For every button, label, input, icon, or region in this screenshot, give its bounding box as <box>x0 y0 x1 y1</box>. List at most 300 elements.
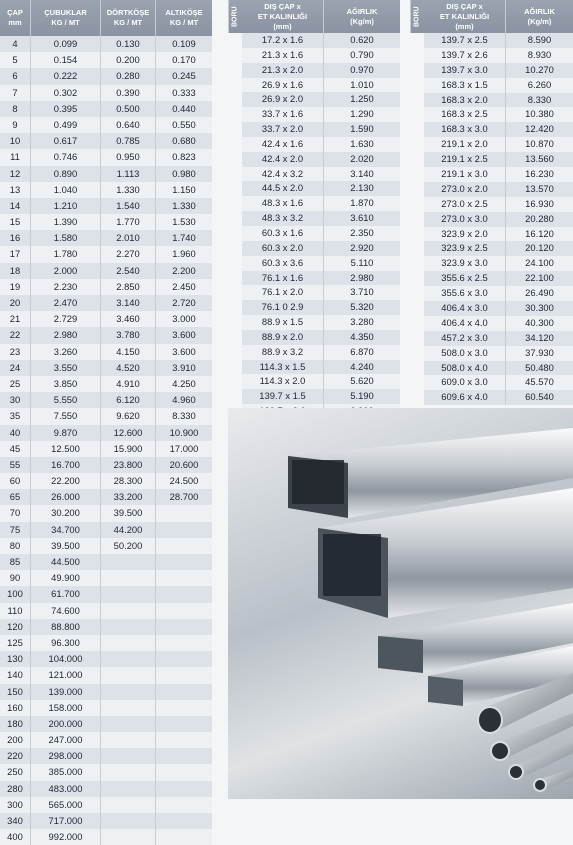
pipe-weight-row <box>242 92 400 107</box>
bar-weight-row <box>0 732 212 748</box>
pipe-weight-row <box>424 197 573 212</box>
table-cell: 3.260 <box>31 344 101 360</box>
header-square-bars: DÖRTKÖŞE KG / MT <box>101 0 156 36</box>
table-cell <box>101 813 156 829</box>
table-cell: 2.980 <box>350 271 374 283</box>
bar-weight-row <box>0 473 212 489</box>
pipe-table-2-header <box>410 0 573 33</box>
table-cell: 139.7 x 3.0 <box>424 63 506 78</box>
table-cell: 121.000 <box>31 667 101 683</box>
table-cell: 26.000 <box>31 489 101 505</box>
bar-weight-row <box>0 311 212 327</box>
table-cell: 100 <box>0 586 31 602</box>
pipe-weight-row <box>424 93 573 108</box>
pipe-weight-row <box>242 389 400 404</box>
pipe-weight-row <box>242 345 400 360</box>
table-cell: 11 <box>0 149 31 165</box>
table-cell: 14 <box>0 198 31 214</box>
table-cell: 50.480 <box>525 361 554 373</box>
bar-weight-row <box>0 376 212 392</box>
pipe-weight-row <box>424 346 573 361</box>
table-cell: 508.0 x 4.0 <box>424 361 506 376</box>
table-cell: 12.600 <box>101 425 156 441</box>
table-cell: 0.617 <box>31 133 101 149</box>
header-hex-bars: ALTIKÖŞE KG / MT <box>165 8 203 27</box>
pipe-weight-row <box>424 361 573 376</box>
table-cell: 13.560 <box>525 153 554 165</box>
table-cell: 1.590 <box>350 123 374 135</box>
table-cell: 2.270 <box>101 246 156 262</box>
table-cell: 42.4 x 1.6 <box>242 137 324 152</box>
table-cell <box>101 700 156 716</box>
table-cell: 219.1 x 2.0 <box>424 137 506 152</box>
steel-profiles-image <box>228 408 573 799</box>
pipe-weight-row <box>242 211 400 226</box>
table-cell: 20.280 <box>525 212 554 224</box>
table-cell: 1.540 <box>101 198 156 214</box>
table-cell: 273.0 x 2.5 <box>424 197 506 212</box>
table-cell: 39.500 <box>101 505 156 521</box>
pipe-weight-row <box>424 33 573 48</box>
table-cell: 88.800 <box>31 619 101 635</box>
table-cell: 3.460 <box>101 311 156 327</box>
pipe-weight-row <box>424 78 573 93</box>
pipe-weight-row <box>242 241 400 256</box>
pipe-weight-row <box>424 48 573 63</box>
table-cell <box>156 522 212 538</box>
table-cell: 16.120 <box>525 227 554 239</box>
table-cell: 3.710 <box>350 286 374 298</box>
pipe-weight-row <box>424 107 573 122</box>
table-cell <box>156 829 212 845</box>
table-cell: 4.910 <box>101 376 156 392</box>
table-cell: 168.3 x 2.5 <box>424 107 506 122</box>
pipe-weight-row <box>424 301 573 316</box>
table-cell: 88.9 x 2.0 <box>242 330 324 345</box>
table-cell: 22.200 <box>31 473 101 489</box>
table-cell: 0.390 <box>101 85 156 101</box>
bar-weight-row <box>0 214 212 230</box>
table-cell: 2.130 <box>350 182 374 194</box>
table-cell: 0.222 <box>31 68 101 84</box>
table-cell: 4.520 <box>101 360 156 376</box>
table-cell: 2.230 <box>31 279 101 295</box>
table-cell: 1.330 <box>101 182 156 198</box>
table-cell: 2.920 <box>350 241 374 253</box>
table-cell: 340 <box>0 813 31 829</box>
table-cell: 24.500 <box>169 475 199 487</box>
table-cell: 140 <box>0 667 31 683</box>
table-cell: 385.000 <box>31 764 101 780</box>
table-cell <box>156 700 212 716</box>
table-cell <box>156 538 212 554</box>
table-cell: 40.300 <box>525 316 554 328</box>
bar-weight-row <box>0 457 212 473</box>
table-cell: 2.470 <box>31 295 101 311</box>
table-cell: 0.499 <box>31 117 101 133</box>
table-cell: 61.700 <box>31 586 101 602</box>
table-cell <box>101 586 156 602</box>
table-cell <box>101 667 156 683</box>
table-cell: 0.395 <box>31 101 101 117</box>
table-cell: 150 <box>0 684 31 700</box>
table-cell: 247.000 <box>31 732 101 748</box>
table-cell: 45 <box>0 441 31 457</box>
pipe-weight-row <box>242 167 400 182</box>
table-cell: 8.330 <box>527 93 552 105</box>
table-cell: 219.1 x 3.0 <box>424 167 506 182</box>
table-cell: 5.110 <box>350 256 374 268</box>
table-cell: 323.9 x 3.0 <box>424 256 506 271</box>
table-cell: 609.0 x 3.0 <box>424 375 506 390</box>
table-cell <box>156 603 212 619</box>
table-cell: 114.3 x 1.5 <box>242 360 324 375</box>
pipe-side-label-2: BORU <box>410 0 424 33</box>
table-cell: 13.570 <box>525 182 554 194</box>
table-cell: 44.200 <box>101 522 156 538</box>
table-cell: 5.190 <box>350 390 374 402</box>
table-cell: 12.500 <box>31 441 101 457</box>
table-cell: 4 <box>0 36 31 52</box>
pipe-weight-row <box>242 48 400 63</box>
table-cell: 1.290 <box>350 108 374 120</box>
table-cell: 17 <box>0 246 31 262</box>
table-cell: 9 <box>0 117 31 133</box>
table-cell: 10.270 <box>525 63 554 75</box>
bar-weight-row <box>0 68 212 84</box>
table-cell <box>101 732 156 748</box>
table-cell: 0.980 <box>172 167 196 179</box>
pipe-weight-row <box>242 374 400 389</box>
table-cell <box>156 781 212 797</box>
pipe-weight-row <box>242 137 400 152</box>
table-cell <box>101 684 156 700</box>
table-cell: 21 <box>0 311 31 327</box>
table-cell: 110 <box>0 603 31 619</box>
table-cell: 200.000 <box>31 716 101 732</box>
table-cell <box>156 570 212 586</box>
pipe-weight-row <box>424 331 573 346</box>
table-cell: 74.600 <box>31 603 101 619</box>
bar-weight-row <box>0 295 212 311</box>
pipe-weight-row <box>424 212 573 227</box>
table-cell: 9.620 <box>101 408 156 424</box>
pipe-weight-row <box>424 227 573 242</box>
table-cell: 0.680 <box>172 135 196 147</box>
table-cell: 12.420 <box>525 123 554 135</box>
table-cell: 33.7 x 2.0 <box>242 122 324 137</box>
table-cell: 0.640 <box>101 117 156 133</box>
header-weight-2: AĞIRLIK (Kg/m) <box>524 6 555 26</box>
bar-weight-row <box>0 408 212 424</box>
table-cell: 70 <box>0 505 31 521</box>
table-cell: 1.770 <box>101 214 156 230</box>
bar-weight-row <box>0 619 212 635</box>
table-cell: 1.960 <box>172 248 196 260</box>
table-cell: 300 <box>0 797 31 813</box>
table-cell: 5.320 <box>350 301 374 313</box>
pipe-side-label: BORU <box>228 0 242 33</box>
table-cell: 139.7 x 2.5 <box>424 33 506 48</box>
table-cell: 0.200 <box>101 52 156 68</box>
bar-weight-table <box>0 0 212 845</box>
table-cell: 60.3 x 2.0 <box>242 241 324 256</box>
bar-weight-row <box>0 651 212 667</box>
header-outer-diameter-thickness: DIŞ ÇAP x ET KALINLIĞI (mm) <box>242 0 324 33</box>
table-cell: 457.2 x 3.0 <box>424 331 506 346</box>
table-cell: 18 <box>0 263 31 279</box>
table-cell: 19 <box>0 279 31 295</box>
bar-weight-row <box>0 166 212 182</box>
pipe-weight-row <box>424 316 573 331</box>
table-cell: 168.3 x 3.0 <box>424 122 506 137</box>
bar-weight-row <box>0 198 212 214</box>
table-cell: 28.300 <box>101 473 156 489</box>
table-cell: 250 <box>0 764 31 780</box>
pipe-weight-row <box>424 241 573 256</box>
table-cell: 0.109 <box>172 38 196 49</box>
pipe-weight-row <box>242 78 400 93</box>
table-cell: 1.390 <box>31 214 101 230</box>
table-cell <box>101 764 156 780</box>
table-cell: 355.6 x 3.0 <box>424 286 506 301</box>
table-cell: 0.170 <box>172 54 196 66</box>
table-cell: 2.350 <box>350 226 374 238</box>
pipe-weight-row <box>242 122 400 137</box>
table-cell: 24 <box>0 360 31 376</box>
table-cell: 0.333 <box>172 86 196 98</box>
table-cell: 6.870 <box>350 345 374 357</box>
table-cell: 15 <box>0 214 31 230</box>
pipe-weight-row <box>242 330 400 345</box>
table-cell <box>101 829 156 845</box>
steel-tubes-illustration <box>228 408 573 799</box>
table-cell: 2.450 <box>172 280 196 292</box>
table-cell: 5.620 <box>350 375 374 387</box>
table-cell: 3.610 <box>350 212 374 224</box>
bar-weight-row <box>0 182 212 198</box>
table-cell: 0.790 <box>350 48 374 60</box>
table-cell: 3.000 <box>172 313 196 325</box>
table-cell <box>156 554 212 570</box>
table-cell <box>101 716 156 732</box>
table-cell: 30.300 <box>525 302 554 314</box>
table-cell: 39.500 <box>31 538 101 554</box>
table-cell: 8 <box>0 101 31 117</box>
table-cell: 2.729 <box>31 311 101 327</box>
table-cell: 1.780 <box>31 246 101 262</box>
table-cell: 10.380 <box>525 108 554 120</box>
bar-weight-row <box>0 149 212 165</box>
table-cell: 23.800 <box>101 457 156 473</box>
bar-weight-row <box>0 748 212 764</box>
table-cell: 2.850 <box>101 279 156 295</box>
table-cell: 1.630 <box>350 137 374 149</box>
table-cell: 76.1 x 2.0 <box>242 285 324 300</box>
table-cell: 85 <box>0 554 31 570</box>
table-cell: 168.3 x 2.0 <box>424 93 506 108</box>
table-cell: 323.9 x 2.0 <box>424 227 506 242</box>
table-cell: 400 <box>0 829 31 845</box>
table-cell: 0.746 <box>31 149 101 165</box>
bar-weight-row <box>0 230 212 246</box>
table-cell: 1.330 <box>172 199 196 211</box>
table-cell: 609.6 x 4.0 <box>424 390 506 405</box>
bar-weight-row <box>0 85 212 101</box>
table-cell: 60 <box>0 473 31 489</box>
bar-weight-row <box>0 133 212 149</box>
pipe-weight-row <box>242 107 400 122</box>
bar-weight-row <box>0 392 212 408</box>
table-cell: 6 <box>0 68 31 84</box>
table-cell: 30 <box>0 392 31 408</box>
bar-weight-row <box>0 327 212 343</box>
bar-weight-row <box>0 489 212 505</box>
table-cell: 49.900 <box>31 570 101 586</box>
bar-weight-row <box>0 700 212 716</box>
table-cell: 120 <box>0 619 31 635</box>
table-cell: 16.230 <box>525 168 554 180</box>
pipe-weight-row <box>242 63 400 78</box>
table-cell: 48.3 x 1.6 <box>242 196 324 211</box>
table-cell: 25 <box>0 376 31 392</box>
table-cell: 34.700 <box>31 522 101 538</box>
table-cell <box>156 684 212 700</box>
table-cell: 4.350 <box>350 330 374 342</box>
table-cell: 45.570 <box>525 376 554 388</box>
table-cell: 298.000 <box>31 748 101 764</box>
table-cell: 37.930 <box>525 346 554 358</box>
bar-weight-row <box>0 797 212 813</box>
bar-weight-row <box>0 813 212 829</box>
table-cell: 2.540 <box>101 263 156 279</box>
table-cell: 2.000 <box>31 263 101 279</box>
table-cell: 139.7 x 2.6 <box>424 48 506 63</box>
pipe-weight-row <box>424 152 573 167</box>
pipe-weight-row <box>242 226 400 241</box>
table-cell: 483.000 <box>31 781 101 797</box>
table-cell: 22.100 <box>525 272 554 284</box>
pipe-weight-row <box>424 137 573 152</box>
table-cell: 1.113 <box>101 166 156 182</box>
table-cell: 717.000 <box>31 813 101 829</box>
table-cell: 22 <box>0 327 31 343</box>
table-cell: 75 <box>0 522 31 538</box>
pipe-weight-row <box>424 375 573 390</box>
table-cell: 508.0 x 3.0 <box>424 346 506 361</box>
table-cell: 1.250 <box>350 93 374 105</box>
table-cell: 3.140 <box>350 167 374 179</box>
pipe-weight-row <box>242 300 400 315</box>
table-cell: 4.240 <box>350 360 374 372</box>
pipe-weight-row <box>242 152 400 167</box>
pipe-weight-row <box>424 390 573 405</box>
bar-weight-row <box>0 554 212 570</box>
table-cell: 3.140 <box>101 295 156 311</box>
table-cell <box>156 667 212 683</box>
table-cell: 0.130 <box>101 36 156 52</box>
table-cell <box>156 586 212 602</box>
table-cell: 24.100 <box>525 257 554 269</box>
table-cell: 273.0 x 3.0 <box>424 212 506 227</box>
table-cell: 565.000 <box>31 797 101 813</box>
table-cell: 219.1 x 2.5 <box>424 152 506 167</box>
pipe-weight-row <box>424 271 573 286</box>
header-diameter: ÇAP mm <box>0 0 31 36</box>
table-cell: 23 <box>0 344 31 360</box>
table-cell: 76.1 0 2.9 <box>242 300 324 315</box>
pipe-weight-row <box>242 196 400 211</box>
table-cell: 1.150 <box>172 183 196 195</box>
bar-weight-row <box>0 52 212 68</box>
pipe-weight-row <box>242 315 400 330</box>
table-cell: 10.870 <box>525 138 554 150</box>
table-cell: 0.823 <box>172 151 196 163</box>
table-cell: 406.4 x 4.0 <box>424 316 506 331</box>
bar-weight-row <box>0 360 212 376</box>
bar-weight-row <box>0 117 212 133</box>
table-cell <box>156 619 212 635</box>
bar-weight-row <box>0 441 212 457</box>
table-cell: 40 <box>0 425 31 441</box>
table-cell <box>101 781 156 797</box>
pipe-weight-row <box>424 286 573 301</box>
table-cell: 1.580 <box>31 230 101 246</box>
table-cell <box>156 716 212 732</box>
table-cell: 48.3 x 3.2 <box>242 211 324 226</box>
bar-weight-row <box>0 829 212 845</box>
pipe-weight-row <box>242 360 400 375</box>
table-cell: 2.010 <box>101 230 156 246</box>
table-cell: 65 <box>0 489 31 505</box>
table-cell: 30.200 <box>31 505 101 521</box>
pipe-weight-row <box>242 271 400 286</box>
bar-weight-row <box>0 279 212 295</box>
table-cell: 35 <box>0 408 31 424</box>
table-cell: 10 <box>0 133 31 149</box>
table-cell: 8.330 <box>172 410 196 422</box>
pipe-weight-row <box>424 63 573 78</box>
table-cell: 90 <box>0 570 31 586</box>
pipe-table-1-header <box>228 0 400 33</box>
header-round-bars: ÇUBUKLAR KG / MT <box>31 0 101 36</box>
table-cell: 4.960 <box>172 394 196 406</box>
table-cell: 130 <box>0 651 31 667</box>
table-cell: 88.9 x 1.5 <box>242 315 324 330</box>
table-cell <box>156 651 212 667</box>
table-cell <box>101 748 156 764</box>
table-cell: 0.970 <box>350 63 374 75</box>
bar-weight-row <box>0 538 212 554</box>
table-cell <box>156 764 212 780</box>
table-cell: 220 <box>0 748 31 764</box>
table-cell: 3.780 <box>101 327 156 343</box>
pipe-weight-row <box>424 256 573 271</box>
table-cell: 355.6 x 2.5 <box>424 271 506 286</box>
table-cell: 160 <box>0 700 31 716</box>
bar-weight-rows <box>0 36 212 845</box>
table-cell: 3.280 <box>350 316 374 328</box>
table-cell <box>101 651 156 667</box>
table-cell: 6.120 <box>101 392 156 408</box>
table-cell: 34.120 <box>525 331 554 343</box>
table-cell: 9.870 <box>31 425 101 441</box>
table-cell: 15.900 <box>101 441 156 457</box>
table-cell: 17.000 <box>169 442 199 454</box>
table-cell: 0.500 <box>101 101 156 117</box>
table-cell: 280 <box>0 781 31 797</box>
table-cell: 139.7 x 1.5 <box>242 389 324 404</box>
